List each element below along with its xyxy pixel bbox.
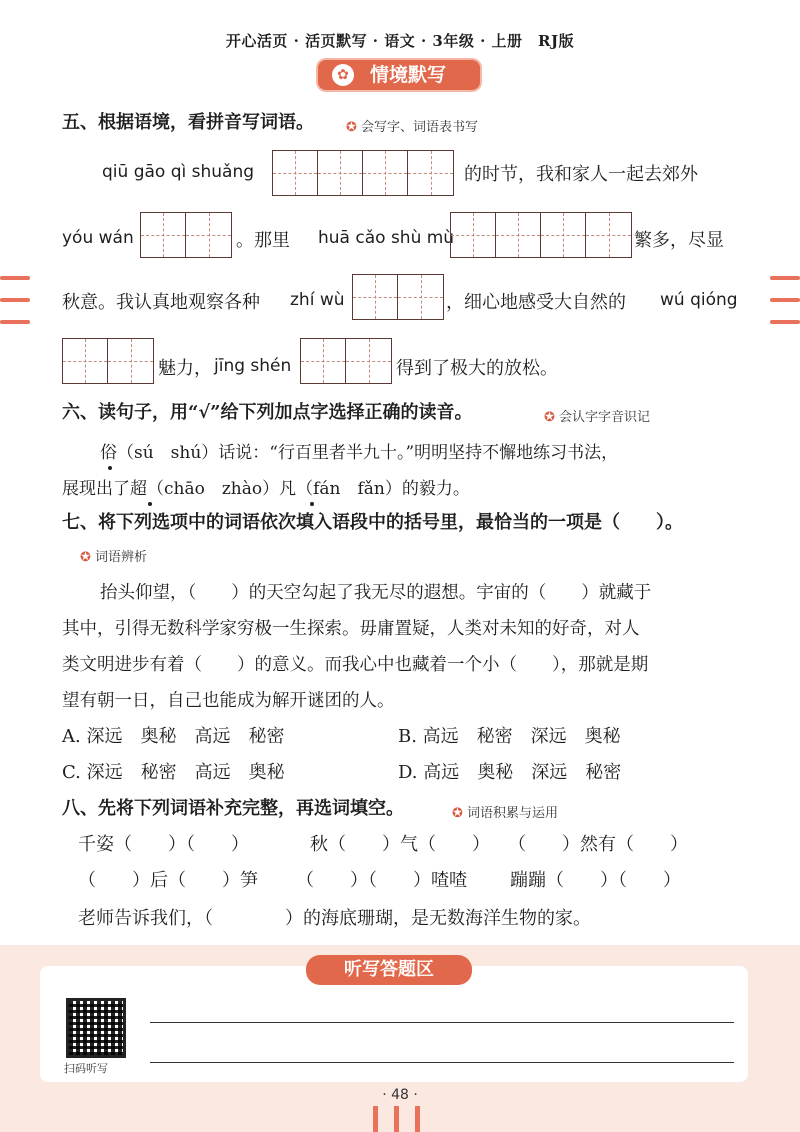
answer-area-title: 听写答题区 xyxy=(306,955,472,985)
q5-text-6: 魅力， xyxy=(158,358,212,379)
q7-option-a[interactable]: A. 深远 奥秘 高远 秘密 xyxy=(62,726,285,747)
q5-tag-label: 会写字、词语表书写 xyxy=(361,120,479,135)
q5-title: 五、根据语境，看拼音写词语。 xyxy=(62,112,314,133)
q8-tag xyxy=(452,802,558,821)
q7-tag-label: 词语辨析 xyxy=(95,550,148,565)
write-grid-1[interactable] xyxy=(272,150,454,196)
q6-title: 六、读句子，用“√”给下列加点字选择正确的读音。 xyxy=(62,402,473,423)
emphasis-dot xyxy=(108,466,112,470)
pinyin-6: jīng shén xyxy=(214,356,292,376)
idiom-3[interactable]: （ ）然有（ ） xyxy=(508,834,688,855)
q7-title: 七、将下列选项中的词语依次填入语段中的括号里，最恰当的一项是（ ）。 xyxy=(62,512,683,533)
tag-icon: ✪ xyxy=(80,550,96,565)
pinyin-1: qiū gāo qì shuǎng xyxy=(102,162,255,182)
qr-label: 扫码听写 xyxy=(64,1062,108,1075)
q5-tag xyxy=(346,116,478,135)
q5-text-3: 繁多，尽显 xyxy=(634,230,724,251)
bottom-decoration xyxy=(373,1106,420,1132)
q5-text-4: 秋意。我认真地观察各种 xyxy=(62,292,260,313)
idiom-4[interactable]: （ ）后（ ）笋 xyxy=(78,870,258,891)
write-grid-5[interactable] xyxy=(62,338,154,384)
answer-line-2[interactable] xyxy=(150,1062,734,1063)
right-side-bar xyxy=(770,298,800,302)
q8-tag-label: 词语积累与运用 xyxy=(467,806,559,821)
qr-code[interactable] xyxy=(66,998,126,1058)
q6-tag-label: 会认字字音识记 xyxy=(559,410,651,425)
q7-para-2: 其中，引得无数科学家穷极一生探索。毋庸置疑，人类对未知的好奇，对人 xyxy=(62,619,640,639)
pinyin-2: yóu wán xyxy=(62,228,134,248)
idiom-2[interactable]: 秋（ ）气（ ） xyxy=(310,834,490,855)
left-side-bar xyxy=(0,276,30,280)
q7-para-3: 类文明进步有着（ ）的意义。而我心中也藏着一个小（ ），那就是期 xyxy=(62,655,649,675)
q5-text-1: 的时节，我和家人一起去郊外 xyxy=(464,164,698,185)
idiom-6[interactable]: 蹦蹦（ ）（ ） xyxy=(510,870,681,891)
right-side-bar xyxy=(770,276,800,280)
q5-text-5: ，细心地感受大自然的 xyxy=(446,292,626,313)
pinyin-4: zhí wù xyxy=(290,290,345,310)
q7-option-d[interactable]: D. 高远 奥秘 深远 秘密 xyxy=(398,762,622,783)
tag-icon: ✪ xyxy=(452,806,468,821)
page-number: · 48 · xyxy=(382,1087,418,1103)
emphasis-dot xyxy=(310,502,314,506)
left-side-bar xyxy=(0,298,30,302)
page-header: 开心活页 · 活页默写 · 语文 · 3年级 · 上册 RJ版 xyxy=(225,32,575,50)
q7-tag xyxy=(80,546,147,565)
pinyin-3: huā cǎo shù mù xyxy=(318,228,455,248)
write-grid-4[interactable] xyxy=(352,274,444,320)
q7-option-b[interactable]: B. 高远 秘密 深远 奥秘 xyxy=(398,726,621,747)
write-grid-6[interactable] xyxy=(300,338,392,384)
q6-tag xyxy=(544,406,650,425)
tag-icon: ✪ xyxy=(544,410,560,425)
q8-sentence: 老师告诉我们，（ ）的海底珊瑚，是无数海洋生物的家。 xyxy=(78,908,591,929)
answer-line-1[interactable] xyxy=(150,1022,734,1023)
section-badge-label: 情境默写 xyxy=(370,64,447,86)
section-badge xyxy=(318,60,480,90)
left-side-bar xyxy=(0,320,30,324)
q8-title: 八、先将下列词语补充完整，再选词填空。 xyxy=(62,798,404,819)
pinyin-5: wú qióng xyxy=(660,290,738,310)
write-grid-2[interactable] xyxy=(140,212,232,258)
q6-line-1: 俗（sú shú）话说：“行百里者半九十。”明明坚持不懈地练习书法， xyxy=(100,443,619,463)
q7-option-c[interactable]: C. 深远 秘密 高远 奥秘 xyxy=(62,762,285,783)
q7-para-4: 望有朝一日，自己也能成为解开谜团的人。 xyxy=(62,691,395,711)
idiom-1[interactable]: 千姿（ ）（ ） xyxy=(78,834,249,855)
write-grid-3[interactable] xyxy=(450,212,632,258)
q5-text-2: 。那里 xyxy=(236,230,290,251)
right-side-bar xyxy=(770,320,800,324)
q6-line-2: 展现出了超（chāo zhào）凡（fán fǎn）的毅力。 xyxy=(62,479,470,499)
idiom-5[interactable]: （ ）（ ）喳喳 xyxy=(296,870,467,891)
tag-icon: ✪ xyxy=(346,120,362,135)
q5-text-7: 得到了极大的放松。 xyxy=(396,358,558,379)
q7-para-1: 抬头仰望，（ ）的天空勾起了我无尽的遐想。宇宙的（ ）就藏于 xyxy=(100,583,652,603)
emphasis-dot xyxy=(148,502,152,506)
flower-icon: ✿ xyxy=(332,64,354,86)
